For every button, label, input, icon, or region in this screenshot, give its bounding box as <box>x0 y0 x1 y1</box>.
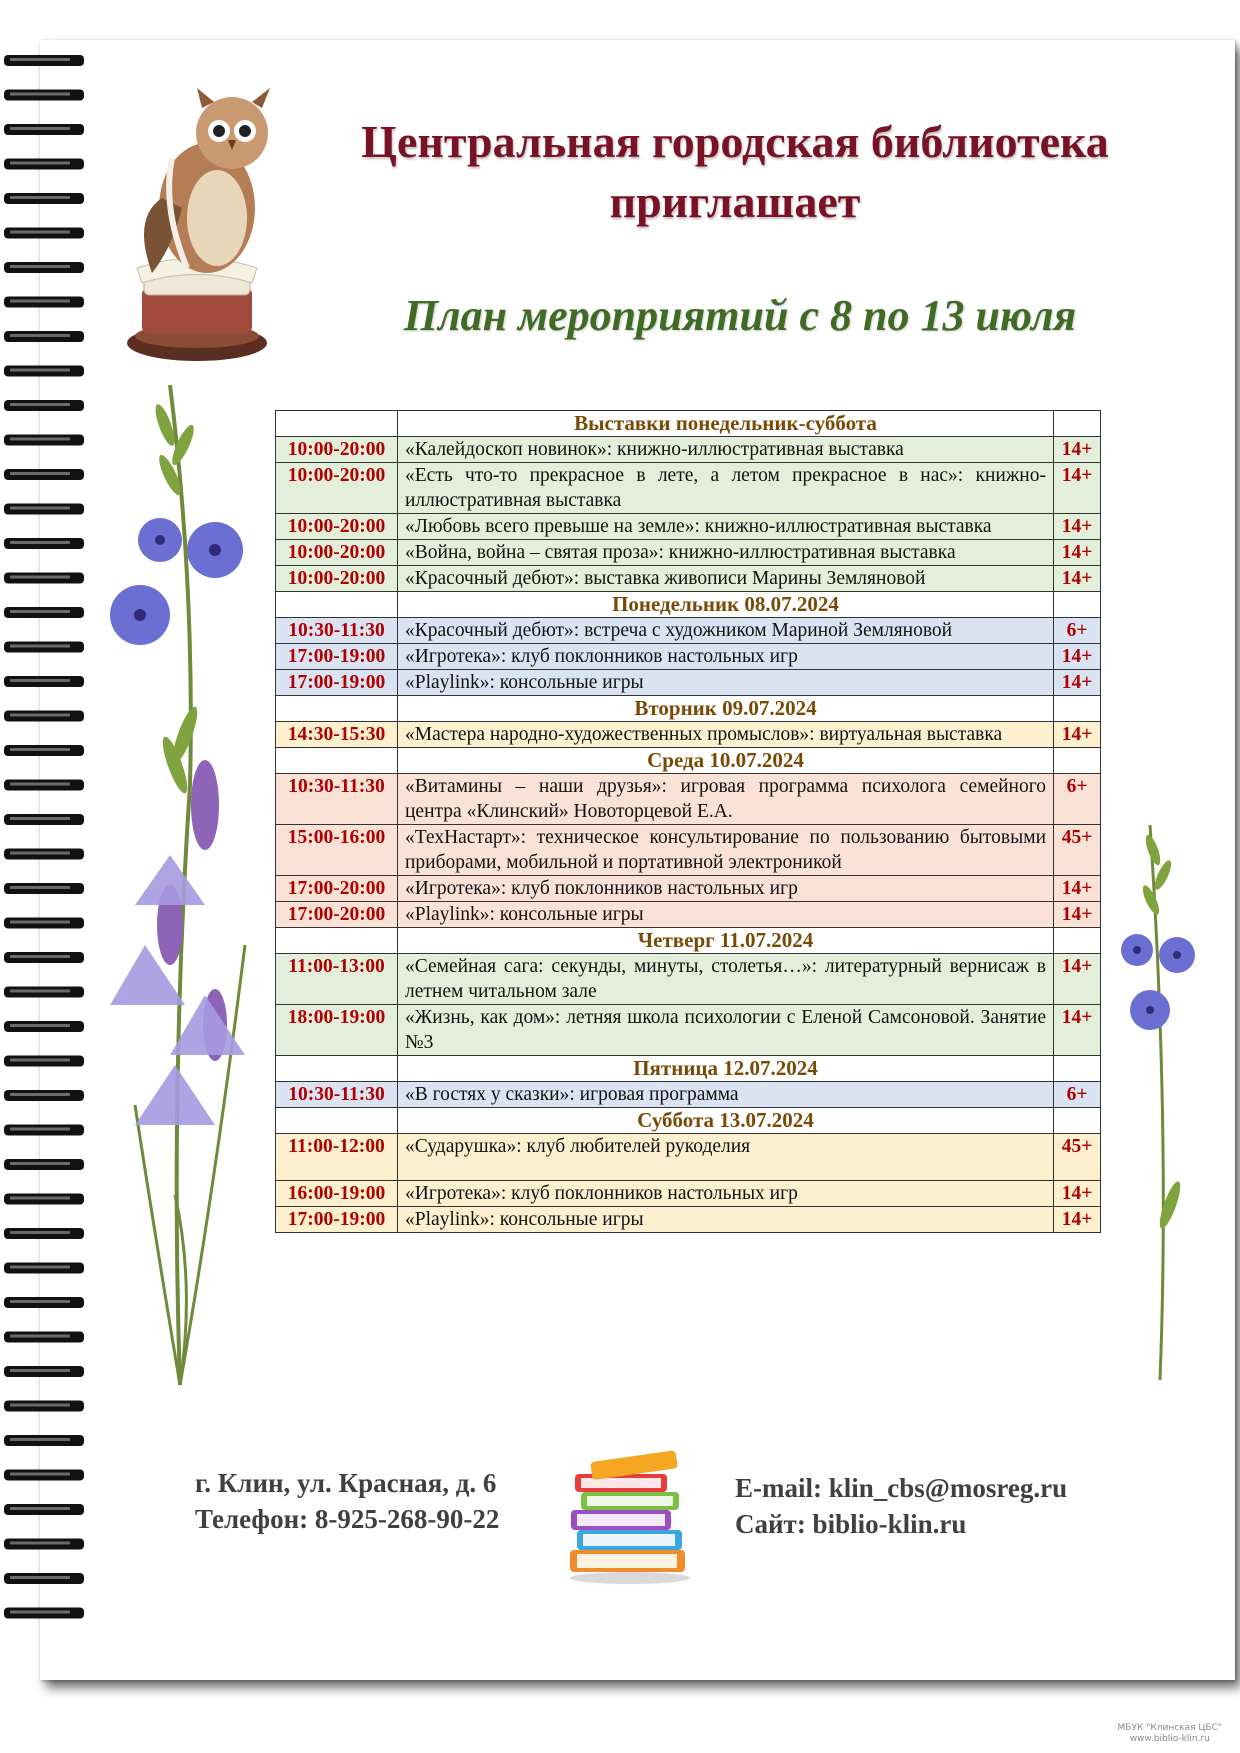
spiral-ring-highlight <box>10 1266 70 1269</box>
page-title <box>290 112 1180 232</box>
event-age-rating: 6+ <box>1054 1082 1101 1108</box>
spiral-ring-highlight <box>10 1059 70 1062</box>
section-title: Пятница 12.07.2024 <box>398 1056 1054 1082</box>
spiral-ring-highlight <box>10 1611 70 1614</box>
spiral-ring-highlight <box>10 1093 70 1096</box>
section-spacer-cell <box>1054 1056 1101 1082</box>
event-age-rating: 14+ <box>1054 722 1101 748</box>
event-description: «Калейдоскоп новинок»: книжно-иллюстративная выставка <box>398 437 1054 463</box>
event-description: «Красочный дебют»: выставка живописи Марины Земляновой <box>398 566 1054 592</box>
section-spacer-cell <box>276 1108 398 1134</box>
event-description: «Витамины – наши друзья»: игровая программа психолога семейного центра «Клинский» Новоторцевой Е.А. <box>398 774 1054 825</box>
section-header-row <box>276 928 1101 954</box>
event-row <box>276 1134 1101 1181</box>
title-line-2: приглашает <box>609 176 861 227</box>
section-spacer-cell <box>276 411 398 437</box>
event-age-rating: 6+ <box>1054 774 1101 825</box>
event-time: 10:00-20:00 <box>276 566 398 592</box>
book-stack-icon <box>565 1450 695 1585</box>
section-header-row <box>276 592 1101 618</box>
event-time: 10:00-20:00 <box>276 463 398 514</box>
spiral-ring-highlight <box>10 541 70 544</box>
section-spacer-cell <box>1054 748 1101 774</box>
section-spacer-cell <box>1054 1108 1101 1134</box>
spiral-ring-highlight <box>10 1576 70 1579</box>
owl-figurine-icon <box>112 88 272 368</box>
event-age-rating: 45+ <box>1054 825 1101 876</box>
event-row <box>276 825 1101 876</box>
email-text: E-mail: klin_cbs@mosreg.ru <box>735 1473 1068 1503</box>
spiral-ring-highlight <box>10 369 70 372</box>
section-spacer-cell <box>1054 411 1101 437</box>
spiral-ring-highlight <box>10 196 70 199</box>
event-age-rating: 14+ <box>1054 1207 1101 1233</box>
spiral-ring-highlight <box>10 1024 70 1027</box>
watermark-line-1: МБУК "Клинская ЦБС" <box>1117 1723 1222 1733</box>
section-title: Выставки понедельник-суббота <box>398 411 1054 437</box>
spiral-binding <box>0 55 90 1655</box>
spiral-ring-highlight <box>10 576 70 579</box>
event-age-rating: 14+ <box>1054 540 1101 566</box>
spiral-ring-highlight <box>10 334 70 337</box>
event-row <box>276 876 1101 902</box>
event-description: «Игротека»: клуб поклонников настольных игр <box>398 1181 1054 1207</box>
event-description: «Мастера народно-художественных промыслов»: виртуальная выставка <box>398 722 1054 748</box>
event-row <box>276 902 1101 928</box>
spiral-ring-highlight <box>10 852 70 855</box>
spiral-ring-highlight <box>10 1128 70 1131</box>
spiral-ring-highlight <box>10 886 70 889</box>
spiral-ring-highlight <box>10 1300 70 1303</box>
spiral-ring-highlight <box>10 265 70 268</box>
events-table <box>275 410 1101 1233</box>
event-age-rating: 14+ <box>1054 902 1101 928</box>
event-time: 18:00-19:00 <box>276 1005 398 1056</box>
contact-address <box>195 1465 499 1537</box>
spiral-ring-highlight <box>10 507 70 510</box>
spiral-ring-highlight <box>10 1404 70 1407</box>
section-spacer-cell <box>276 928 398 954</box>
spiral-ring-highlight <box>10 1335 70 1338</box>
event-time: 17:00-20:00 <box>276 902 398 928</box>
event-time: 14:30-15:30 <box>276 722 398 748</box>
spiral-ring-highlight <box>10 1197 70 1200</box>
spiral-ring-highlight <box>10 438 70 441</box>
spiral-ring-highlight <box>10 1473 70 1476</box>
spiral-ring-highlight <box>10 817 70 820</box>
event-description: «Красочный дебют»: встреча с художником Мариной Земляновой <box>398 618 1054 644</box>
section-spacer-cell <box>1054 696 1101 722</box>
event-age-rating: 14+ <box>1054 1181 1101 1207</box>
event-row <box>276 774 1101 825</box>
event-description: «Сударушка»: клуб любителей рукоделия <box>398 1134 1054 1181</box>
contact-online <box>735 1470 1067 1542</box>
section-spacer-cell <box>1054 928 1101 954</box>
event-description: «Игротека»: клуб поклонников настольных игр <box>398 876 1054 902</box>
spiral-ring-highlight <box>10 610 70 613</box>
spiral-ring-highlight <box>10 1507 70 1510</box>
title-line-1: Центральная городская библиотека <box>361 116 1109 167</box>
spiral-ring-highlight <box>10 300 70 303</box>
spiral-ring-highlight <box>10 1231 70 1234</box>
event-time: 10:00-20:00 <box>276 437 398 463</box>
site-text: Сайт: biblio-klin.ru <box>735 1509 967 1539</box>
section-spacer-cell <box>276 592 398 618</box>
event-time: 10:30-11:30 <box>276 1082 398 1108</box>
event-time: 10:30-11:30 <box>276 618 398 644</box>
event-age-rating: 14+ <box>1054 954 1101 1005</box>
event-row <box>276 1005 1101 1056</box>
event-description: «Playlink»: консольные игры <box>398 902 1054 928</box>
event-time: 17:00-19:00 <box>276 670 398 696</box>
section-title: Понедельник 08.07.2024 <box>398 592 1054 618</box>
section-header-row <box>276 696 1101 722</box>
event-row <box>276 1207 1101 1233</box>
spiral-ring-highlight <box>10 1542 70 1545</box>
spiral-ring-highlight <box>10 58 70 61</box>
spiral-ring-highlight <box>10 783 70 786</box>
section-header-row <box>276 1108 1101 1134</box>
event-description: «Playlink»: консольные игры <box>398 670 1054 696</box>
section-spacer-cell <box>276 748 398 774</box>
event-row <box>276 670 1101 696</box>
event-row <box>276 1082 1101 1108</box>
event-row <box>276 1181 1101 1207</box>
event-row <box>276 954 1101 1005</box>
event-description: «Война, война – святая проза»: книжно-иллюстративная выставка <box>398 540 1054 566</box>
spiral-ring-highlight <box>10 645 70 648</box>
event-description: «В гостях у сказки»: игровая программа <box>398 1082 1054 1108</box>
event-time: 15:00-16:00 <box>276 825 398 876</box>
event-row <box>276 514 1101 540</box>
event-row <box>276 540 1101 566</box>
section-title: Вторник 09.07.2024 <box>398 696 1054 722</box>
phone-text: Телефон: 8-925-268-90-22 <box>195 1504 500 1534</box>
event-row <box>276 463 1101 514</box>
spiral-ring-highlight <box>10 1162 70 1165</box>
spiral-ring-highlight <box>10 1369 70 1372</box>
event-row <box>276 722 1101 748</box>
event-age-rating: 14+ <box>1054 566 1101 592</box>
event-age-rating: 6+ <box>1054 618 1101 644</box>
section-header-row <box>276 748 1101 774</box>
section-title: Среда 10.07.2024 <box>398 748 1054 774</box>
spiral-ring-highlight <box>10 127 70 130</box>
event-description: «Есть что-то прекрасное в лете, а летом прекрасное в нас»: книжно-иллюстративная выставка <box>398 463 1054 514</box>
event-age-rating: 14+ <box>1054 670 1101 696</box>
spiral-ring-highlight <box>10 1438 70 1441</box>
spiral-ring-highlight <box>10 403 70 406</box>
event-row <box>276 644 1101 670</box>
event-description: «Игротека»: клуб поклонников настольных игр <box>398 644 1054 670</box>
event-time: 17:00-20:00 <box>276 876 398 902</box>
event-row <box>276 618 1101 644</box>
event-age-rating: 14+ <box>1054 644 1101 670</box>
section-title: Четверг 11.07.2024 <box>398 928 1054 954</box>
event-time: 10:00-20:00 <box>276 514 398 540</box>
event-row <box>276 566 1101 592</box>
watermark-line-2: www.biblio-klin.ru <box>1129 1734 1210 1744</box>
spiral-ring-highlight <box>10 748 70 751</box>
event-description: «Любовь всего превыше на земле»: книжно-иллюстративная выставка <box>398 514 1054 540</box>
event-age-rating: 14+ <box>1054 437 1101 463</box>
event-time: 11:00-12:00 <box>276 1134 398 1181</box>
section-spacer-cell <box>276 1056 398 1082</box>
event-time: 17:00-19:00 <box>276 1207 398 1233</box>
event-description: «Жизнь, как дом»: летняя школа психологии с Еленой Самсоновой. Занятие №3 <box>398 1005 1054 1056</box>
watermark <box>1118 1723 1222 1745</box>
page-subtitle: План мероприятий с 8 по 13 июля <box>403 291 1077 340</box>
spiral-ring-highlight <box>10 955 70 958</box>
section-title: Суббота 13.07.2024 <box>398 1108 1054 1134</box>
section-spacer-cell <box>276 696 398 722</box>
spiral-ring-highlight <box>10 714 70 717</box>
section-header-row <box>276 1056 1101 1082</box>
spiral-ring-highlight <box>10 921 70 924</box>
blue-flower-sprig-icon <box>1115 825 1205 1385</box>
event-time: 10:00-20:00 <box>276 540 398 566</box>
spiral-ring-highlight <box>10 162 70 165</box>
wildflower-bouquet-icon <box>95 385 270 1395</box>
event-description: «Playlink»: консольные игры <box>398 1207 1054 1233</box>
event-age-rating: 45+ <box>1054 1134 1101 1181</box>
spiral-ring-highlight <box>10 231 70 234</box>
event-time: 10:30-11:30 <box>276 774 398 825</box>
spiral-ring-highlight <box>10 472 70 475</box>
spiral-ring-highlight <box>10 679 70 682</box>
event-description: «ТехНастарт»: техническое консультирование по пользованию бытовыми приборами, мобильной и портативной электроникой <box>398 825 1054 876</box>
event-age-rating: 14+ <box>1054 463 1101 514</box>
event-age-rating: 14+ <box>1054 876 1101 902</box>
event-time: 17:00-19:00 <box>276 644 398 670</box>
section-spacer-cell <box>1054 592 1101 618</box>
event-row <box>276 437 1101 463</box>
spiral-ring-highlight <box>10 93 70 96</box>
event-description: «Семейная сага: секунды, минуты, столетья…»: литературный вернисаж в летнем читальном зале <box>398 954 1054 1005</box>
section-header-row <box>276 411 1101 437</box>
event-age-rating: 14+ <box>1054 1005 1101 1056</box>
address-text: г. Клин, ул. Красная, д. 6 <box>195 1468 497 1498</box>
event-time: 11:00-13:00 <box>276 954 398 1005</box>
spiral-ring-highlight <box>10 990 70 993</box>
event-age-rating: 14+ <box>1054 514 1101 540</box>
event-time: 16:00-19:00 <box>276 1181 398 1207</box>
